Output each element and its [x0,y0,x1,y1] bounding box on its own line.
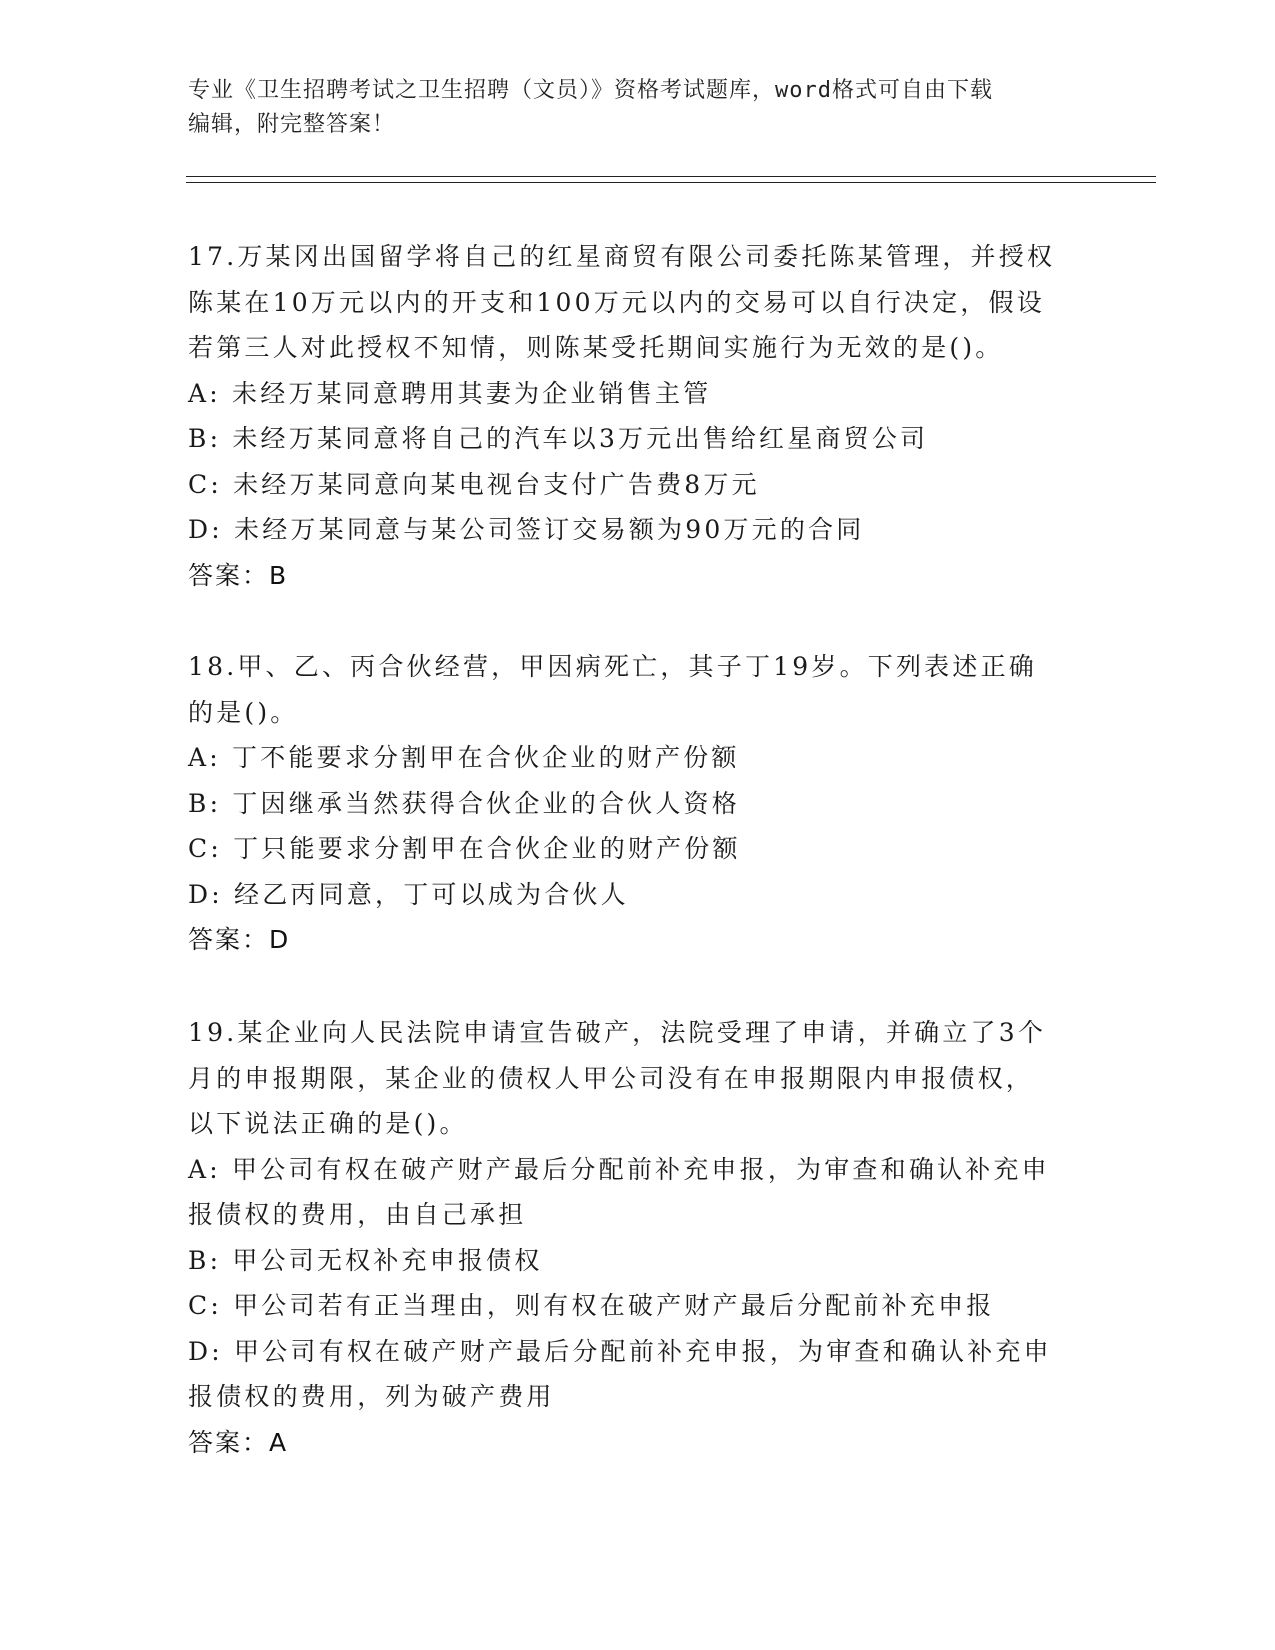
stem-line: 若第三人对此授权不知情，则陈某受托期间实施行为无效的是()。 [188,333,1004,362]
option-c [188,462,1088,508]
question-19 [188,1010,1088,1465]
option-b [188,1238,1088,1284]
stem-line: 月的申报期限，某企业的债权人甲公司没有在申报期限内申报债权， [188,1063,1035,1093]
stem-line: 19.某企业向人民法院申请宣告破产，法院受理了申请，并确立了3个 [188,1018,1047,1047]
option-line: A: 未经万某同意聘用其妻为企业销售主管 [188,378,712,408]
question-17 [188,234,1088,598]
header-line-1: 专业《卫生招聘考试之卫生招聘（文员）》资格考试题库，word格式可自由下载 [188,78,993,103]
option-line: C: 未经万某同意向某电视台支付广告费8万元 [188,469,760,499]
stem-line: 以下说法正确的是()。 [188,1109,468,1138]
option-b [188,416,1088,462]
stem-line: 18.甲、乙、丙合伙经营，甲因病死亡，其子丁19岁。下列表述正确 [188,652,1037,681]
option-line: B: 甲公司无权补充申报债权 [188,1245,543,1275]
option-c [188,1283,1088,1329]
option-line: B: 丁因继承当然获得合伙企业的合伙人资格 [188,788,740,818]
option-a [188,371,1088,417]
option-line: 报债权的费用，由自己承担 [188,1200,527,1229]
stem-line: 陈某在10万元以内的开支和100万元以内的交易可以自行决定，假设 [188,287,1045,317]
stem-line: 的是()。 [188,697,299,727]
option-line: C: 丁只能要求分割甲在合伙企业的财产份额 [188,834,741,863]
option-line: D: 未经万某同意与某公司签订交易额为90万元的合同 [188,515,865,544]
option-line: D: 经乙丙同意，丁可以成为合伙人 [188,879,629,909]
question-stem [188,644,1088,735]
option-line: B: 未经万某同意将自己的汽车以3万元出售给红星商贸公司 [188,424,929,453]
answer-line: 答案：D [188,925,291,954]
header-line-2: 编辑，附完整答案！ [188,112,396,137]
option-a [188,735,1088,781]
option-b [188,781,1088,827]
option-line: 报债权的费用，列为破产费用 [188,1382,555,1411]
question-stem [188,1010,1088,1147]
option-d [188,872,1088,918]
stem-line: 17.万某冈出国留学将自己的红星商贸有限公司委托陈某管理，并授权 [188,242,1056,271]
header-divider [186,176,1156,183]
option-a [188,1147,1088,1238]
answer-line: 答案：B [188,560,289,590]
option-line: A: 甲公司有权在破产财产最后分配前补充申报，为审查和确认补充申 [188,1154,1050,1184]
option-c [188,826,1088,872]
option-line: A: 丁不能要求分割甲在合伙企业的财产份额 [188,743,740,772]
option-line: D: 甲公司有权在破产财产最后分配前补充申报，为审查和确认补充申 [188,1336,1052,1366]
document-header [188,74,1088,142]
answer-line: 答案：A [188,1427,289,1457]
question-18 [188,644,1088,963]
option-d [188,1329,1088,1420]
option-line: C: 甲公司若有正当理由，则有权在破产财产最后分配前补充申报 [188,1291,995,1320]
option-d [188,507,1088,553]
question-stem [188,234,1088,371]
